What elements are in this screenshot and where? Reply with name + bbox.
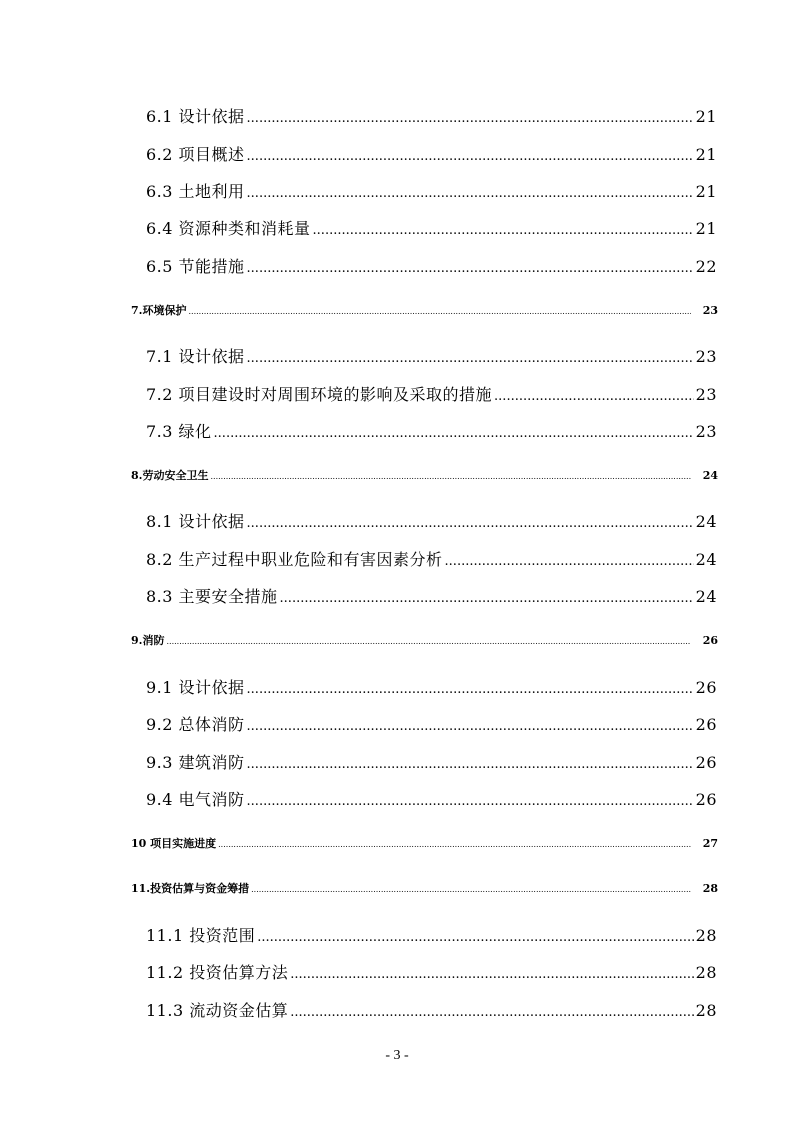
toc-dot-leader <box>166 634 690 647</box>
toc-entry[interactable] <box>146 382 717 405</box>
toc-entry-title: 8.2 生产过程中职业危险和有害因素分析 <box>146 550 443 569</box>
toc-entry-title: 9.4 电气消防 <box>146 790 245 809</box>
toc-entry-page: 23 <box>702 304 718 317</box>
toc-entry[interactable] <box>146 712 717 735</box>
toc-entry-page: 22 <box>695 257 717 276</box>
toc-entry-page: 24 <box>695 587 717 606</box>
toc-dot-leader <box>247 182 694 201</box>
toc-entry-title: 11.1 投资范围 <box>146 926 256 945</box>
toc-dot-leader <box>247 512 694 531</box>
page-number: - 3 - <box>385 1048 409 1063</box>
toc-entry-title: 9.2 总体消防 <box>146 715 245 734</box>
toc-entry-title: 8.1 设计依据 <box>146 512 245 531</box>
toc-entry[interactable] <box>146 179 717 202</box>
toc-entry-page: 21 <box>695 107 717 126</box>
toc-entry-page: 26 <box>702 634 718 647</box>
toc-dot-leader <box>494 385 694 404</box>
toc-entry[interactable] <box>146 344 717 367</box>
toc-entry-page: 21 <box>695 145 717 164</box>
toc-entry-page: 21 <box>695 182 717 201</box>
toc-entry[interactable] <box>146 787 717 810</box>
toc-chapter-entry[interactable] <box>131 302 718 318</box>
toc-dot-leader <box>257 926 693 945</box>
toc-entry[interactable] <box>146 216 717 239</box>
toc-entry-page: 27 <box>702 837 718 850</box>
toc-entry[interactable] <box>146 750 717 773</box>
toc-entry-title: 7.3 绿化 <box>146 422 212 441</box>
toc-dot-leader <box>313 219 694 238</box>
toc-entry-page: 28 <box>702 882 718 895</box>
toc-dot-leader <box>247 107 694 126</box>
toc-entry-page: 21 <box>695 219 717 238</box>
toc-dot-leader <box>247 145 694 164</box>
toc-chapter-entry[interactable] <box>131 880 718 896</box>
toc-dot-leader <box>210 469 690 482</box>
toc-entry-page: 23 <box>695 347 717 366</box>
toc-entry-title: 7.2 项目建设时对周围环境的影响及采取的措施 <box>146 385 493 404</box>
toc-entry-page: 24 <box>695 512 717 531</box>
toc-dot-leader <box>247 753 694 772</box>
toc-chapter-entry[interactable] <box>131 835 718 851</box>
toc-entry[interactable] <box>146 419 717 442</box>
toc-entry[interactable] <box>146 142 717 165</box>
toc-entry-title: 7.1 设计依据 <box>146 347 245 366</box>
toc-entry-title: 11.2 投资估算方法 <box>146 963 289 982</box>
toc-dot-leader <box>247 790 694 809</box>
toc-entry[interactable] <box>146 254 717 277</box>
toc-dot-leader <box>280 587 694 606</box>
toc-entry-title: 10 项目实施进度 <box>131 837 217 850</box>
toc-entry-title: 9.3 建筑消防 <box>146 753 245 772</box>
toc-entry-title: 6.4 资源种类和消耗量 <box>146 219 311 238</box>
toc-entry-page: 26 <box>695 753 717 772</box>
toc-entry[interactable] <box>146 960 717 983</box>
toc-dot-leader <box>247 347 694 366</box>
toc-entry-page: 26 <box>695 715 717 734</box>
toc-entry-page: 24 <box>695 550 717 569</box>
toc-dot-leader <box>251 882 691 895</box>
toc-dot-leader <box>247 257 694 276</box>
toc-entry[interactable] <box>146 923 717 946</box>
toc-entry[interactable] <box>146 584 717 607</box>
toc-entry-page: 23 <box>695 422 717 441</box>
toc-entry-title: 6.5 节能措施 <box>146 257 245 276</box>
toc-entry-title: 11.3 流动资金估算 <box>146 1001 289 1020</box>
toc-dot-leader <box>218 837 691 850</box>
toc-entry-page: 26 <box>695 790 717 809</box>
toc-dot-leader <box>445 550 694 569</box>
toc-entry[interactable] <box>146 509 717 532</box>
toc-dot-leader <box>247 715 694 734</box>
toc-dot-leader <box>290 1001 693 1020</box>
toc-entry-page: 23 <box>695 385 717 404</box>
toc-entry-page: 28 <box>695 963 717 982</box>
toc-dot-leader <box>214 422 694 441</box>
toc-entry[interactable] <box>146 675 717 698</box>
toc-entry-title: 6.3 土地利用 <box>146 182 245 201</box>
toc-entry-title: 6.2 项目概述 <box>146 145 245 164</box>
toc-entry-title: 9.消防 <box>131 634 165 647</box>
toc-entry-title: 11.投资估算与资金筹措 <box>131 882 250 895</box>
toc-dot-leader <box>188 304 690 317</box>
toc-chapter-entry[interactable] <box>131 632 718 648</box>
toc-dot-leader <box>290 963 693 982</box>
toc-entry-page: 28 <box>695 1001 717 1020</box>
toc-entry-title: 6.1 设计依据 <box>146 107 245 126</box>
toc-entry-page: 24 <box>702 469 718 482</box>
toc-entry-title: 9.1 设计依据 <box>146 678 245 697</box>
toc-entry[interactable] <box>146 547 717 570</box>
toc-entry[interactable] <box>146 104 717 127</box>
toc-dot-leader <box>247 678 694 697</box>
toc-entry-title: 8.劳动安全卫生 <box>131 469 209 482</box>
toc-entry-page: 26 <box>695 678 717 697</box>
toc-entry-title: 8.3 主要安全措施 <box>146 587 278 606</box>
toc-entry[interactable] <box>146 998 717 1021</box>
toc-entry-page: 28 <box>695 926 717 945</box>
toc-chapter-entry[interactable] <box>131 467 718 483</box>
toc-entry-title: 7.环境保护 <box>131 304 187 317</box>
